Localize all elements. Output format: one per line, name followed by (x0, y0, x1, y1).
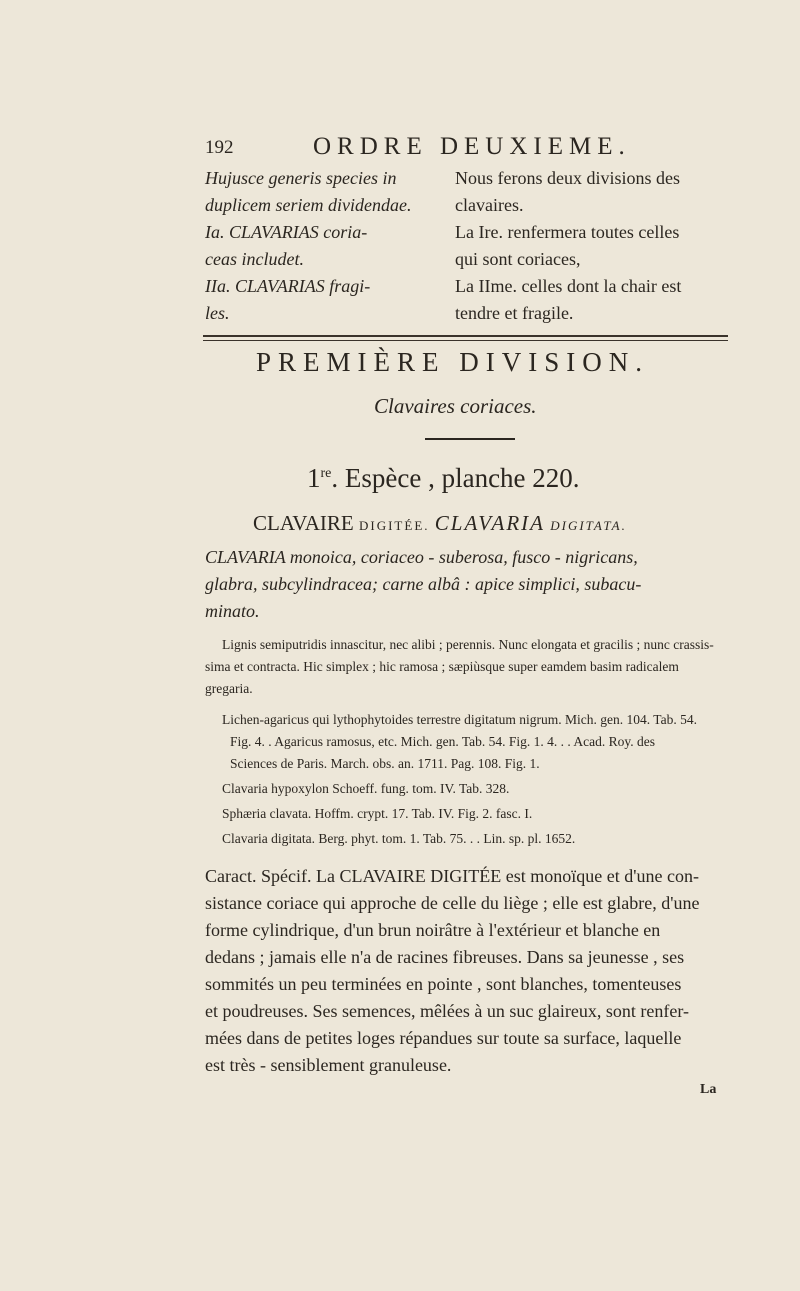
description-line: sistance coriace qui approche de celle du liège ; elle est glabre, d'une (205, 893, 700, 913)
description-line: sommités un peu terminées en pointe , sont blanches, tomenteuses (205, 974, 682, 994)
species-heading (307, 463, 580, 494)
divider-rule (203, 335, 728, 337)
division-title: PREMIÈRE DIVISION. (256, 347, 649, 377)
diagnosis-line: minato. (205, 601, 260, 621)
divider-rule (203, 340, 728, 341)
habitat-line: gregaria. (205, 681, 253, 696)
intro-right-line: clavaires. (455, 195, 524, 215)
latin-name: CLAVARIA (434, 511, 545, 535)
synonym-line: Clavaria digitata. Berg. phyt. tom. 1. Tab. 75. . . Lin. sp. pl. 1652. (222, 831, 576, 846)
page-number: 192 (205, 137, 234, 158)
intro-right-line: tendre et fragile. (455, 303, 574, 323)
habitat-line: sima et contracta. Hic simplex ; hic ramosa ; sæpiùsque super eamdem basim radicalem (205, 659, 679, 674)
division-subtitle: Clavaires coriaces. (374, 394, 537, 418)
intro-left-line: les. (205, 303, 230, 323)
intro-left-line: Hujusce generis species in (205, 168, 397, 188)
description-line: dedans ; jamais elle n'a de racines fibreuses. Dans sa jeunesse , ses (205, 947, 685, 967)
running-title: ORDRE DEUXIEME. (313, 133, 631, 160)
ornament-rule (425, 438, 515, 440)
description-line: Caract. Spécif. La CLAVAIRE DIGITÉE est monoïque et d'une con- (205, 866, 699, 886)
synonym-line: Lichen-agaricus qui lythophytoides terrestre digitatum nigrum. Mich. gen. 104. Tab. 54. (222, 712, 697, 727)
species-names (253, 511, 627, 536)
synonym-line: Fig. 4. . Agaricus ramosus, etc. Mich. gen. Tab. 54. Fig. 1. 4. . . Acad. Roy. des (230, 734, 656, 749)
intro-right-line: La IIme. celles dont la chair est (455, 276, 682, 296)
french-name: CLAVAIRE (253, 511, 354, 535)
catchword: La (700, 1082, 717, 1097)
french-epithet: DIGITÉE. (359, 518, 430, 533)
habitat-line: Lignis semiputridis innascitur, nec alibi ; perennis. Nunc elongata et gracilis ; nunc crassis- (222, 637, 714, 652)
description-line: forme cylindrique, d'un brun noirâtre à l'extérieur et blanche en (205, 920, 661, 940)
species-number: 1 (307, 463, 321, 493)
synonym-line: Sphæria clavata. Hoffm. crypt. 17. Tab. IV. Fig. 2. fasc. I. (222, 806, 533, 821)
intro-left-line: IIa. CLAVARIAS fragi- (205, 276, 371, 296)
latin-epithet: DIGITATA. (550, 518, 627, 533)
synonym-line: Sciences de Paris. March. obs. an. 1711. Pag. 108. Fig. 1. (230, 756, 540, 771)
species-heading-rest: . Espèce , planche 220. (331, 463, 580, 493)
diagnosis-line: CLAVARIA monoica, coriaceo - suberosa, fusco - nigricans, (205, 547, 638, 567)
intro-right-line: qui sont coriaces, (455, 249, 581, 269)
intro-right-line: La Ire. renfermera toutes celles (455, 222, 680, 242)
intro-left-line: duplicem seriem dividendae. (205, 195, 412, 215)
description-line: mées dans de petites loges répandues sur toute sa surface, laquelle (205, 1028, 682, 1048)
description-line: est très - sensiblement granuleuse. (205, 1055, 452, 1075)
intro-left-line: Ia. CLAVARIAS coria- (205, 222, 368, 242)
diagnosis-line: glabra, subcylindracea; carne albâ : apice simplici, subacu- (205, 574, 642, 594)
species-number-suffix: re (320, 466, 332, 481)
synonym-line: Clavaria hypoxylon Schoeff. fung. tom. IV. Tab. 328. (222, 781, 510, 796)
intro-right-line: Nous ferons deux divisions des (455, 168, 680, 188)
intro-left-line: ceas includet. (205, 249, 304, 269)
description-line: et poudreuses. Ses semences, mêlées à un suc glaireux, sont renfer- (205, 1001, 689, 1021)
